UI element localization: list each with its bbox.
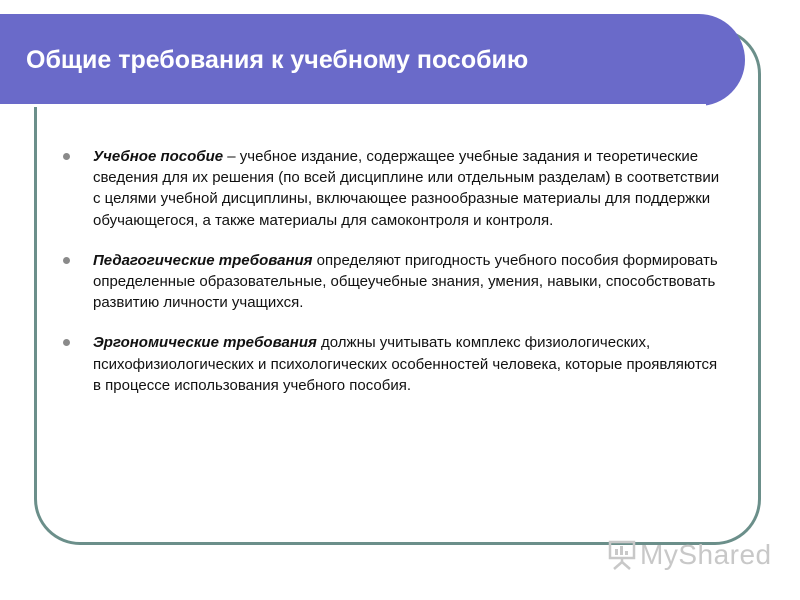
bullet-item (60, 332, 720, 396)
bullet-item (60, 146, 720, 231)
bullet-term: Педагогические требования (93, 251, 313, 269)
bullet-term: Учебное пособие (93, 148, 224, 165)
bullet-term: Эргономические требования (93, 334, 317, 352)
bullet-dot-icon (63, 257, 70, 264)
presentation-board-icon (608, 540, 636, 570)
bullet-list (60, 146, 720, 415)
watermark-text: MyShared (640, 539, 772, 570)
bullet-text: – учебное издание, содержащее учебные задания и теоретические сведения для их решения (по всей дисциплине или отдельным разделам) в соответствии с целями учебной дисциплины, включающее разнообразные материалы для поддержки обучающегося, а также материалы для самоконтроля и контроля. (93, 148, 720, 229)
title-underline (0, 104, 706, 107)
bullet-item (60, 250, 720, 314)
bullet-dot-icon (63, 153, 70, 160)
watermark (608, 538, 772, 572)
bullet-dot-icon (63, 339, 70, 346)
slide-title: Общие требования к учебному пособию (26, 46, 529, 74)
bullet-text: должны учитывать комплекс физиологических, психофизиологических и психологических особенностей человека, которые проявляются в процессе использования учебного пособия. (93, 334, 718, 394)
bullet-text: определяют пригодность учебного пособия формировать определенные образовательные, общеучебные знания, умения, навыки, способствовать развитию личности учащихся. (93, 251, 718, 312)
